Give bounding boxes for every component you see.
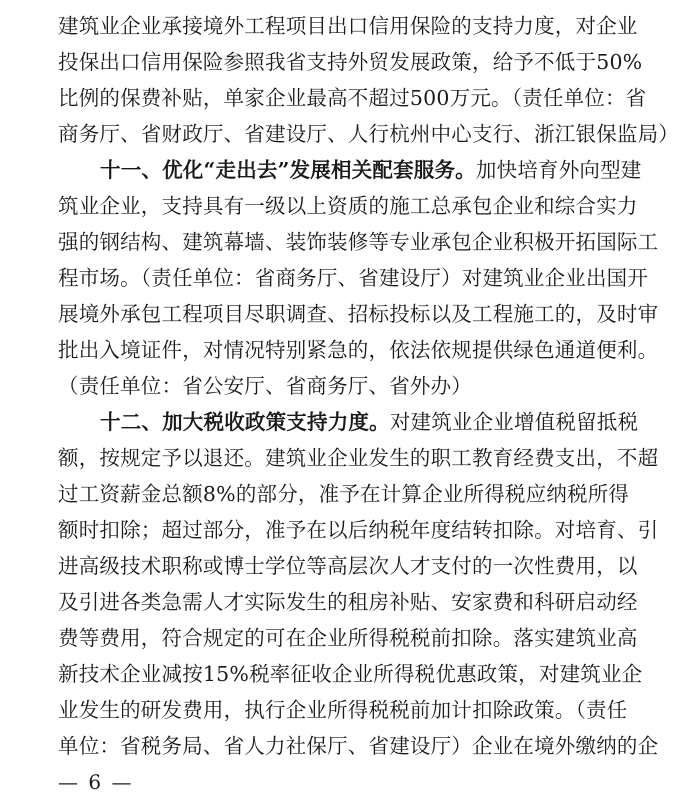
section-12-heading: 十二、加大税收政策支持力度。: [100, 410, 390, 434]
page-number: — 6 —: [58, 770, 134, 794]
text-line: 程市场。（责任单位：省商务厅、省建设厅）对建筑业企业出国开: [58, 266, 649, 290]
section-11-line: [58, 152, 642, 188]
text-line: 强的钢结构、建筑幕墙、装饰装修等专业承包企业积极开拓国际工: [58, 230, 659, 254]
text-line: （责任单位：省公安厅、省商务厅、省外办）: [58, 374, 472, 398]
text-line: 商务厅、省财政厅、省建设厅、人行杭州中心支行、浙江银保监局）: [58, 122, 679, 146]
text-line: 单位：省税务局、省人力社保厅、省建设厅）企业在境外缴纳的企: [58, 734, 659, 758]
section-12-line: [58, 404, 639, 440]
text-line: 额时扣除；超过部分，准予在以后纳税年度结转扣除。对培育、引: [58, 518, 659, 542]
text-line: 过工资薪金总额8%的部分，准予在计算企业所得税应纳税所得: [58, 482, 630, 506]
section-12-text: 对建筑业企业增值税留抵税: [389, 410, 639, 434]
document-body: [58, 8, 679, 764]
text-line: 进高级技术职称或博士学位等高层次人才支付的一次性费用，以: [58, 554, 638, 578]
text-line: 业发生的研发费用，执行企业所得税税前加计扣除政策。（责任: [58, 698, 628, 722]
section-11-heading: 十一、优化“走出去”发展相关配套服务。: [100, 158, 476, 182]
text-line: 建筑业企业承接境外工程项目出口信用保险的支持力度，对企业: [58, 14, 638, 38]
text-line: 展境外承包工程项目尽职调查、招标投标以及工程施工的，及时审: [58, 302, 659, 326]
text-line: 及引进各类急需人才实际发生的租房补贴、安家费和科研启动经: [58, 590, 638, 614]
text-line: 比例的保费补贴，单家企业最高不超过500万元。（责任单位：省: [58, 86, 647, 110]
text-line: 筑业企业，支持具有一级以上资质的施工总承包企业和综合实力: [58, 194, 638, 218]
section-11-text: 加快培育外向型建: [475, 158, 642, 182]
text-line: 额，按规定予以退还。建筑业企业发生的职工教育经费支出，不超: [58, 446, 659, 470]
text-line: 费等费用，符合规定的可在企业所得税税前扣除。落实建筑业高: [58, 626, 638, 650]
text-line: 批出入境证件，对情况特别紧急的，依法依规提供绿色通道便利。: [58, 338, 659, 362]
text-line: 新技术企业减按15%税率征收企业所得税优惠政策，对建筑业企: [58, 662, 643, 686]
text-line: 投保出口信用保险参照我省支持外贸发展政策，给予不低于50%: [58, 50, 643, 74]
